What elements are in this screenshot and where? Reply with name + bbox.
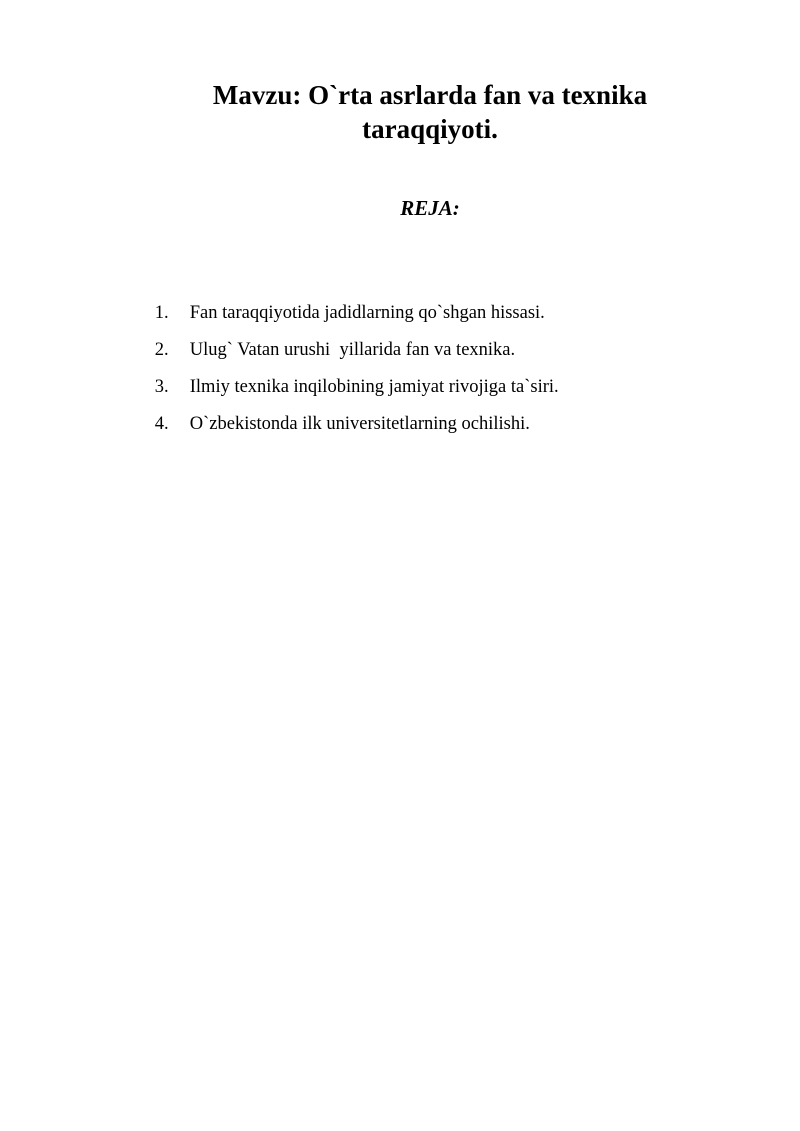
plan-item-number: 2.: [154, 340, 169, 360]
plan-item: [127, 317, 559, 360]
plan-item: [127, 280, 559, 323]
plan-item-text: Ulug` Vatan urushi yillarida fan va texnika.: [189, 340, 516, 360]
plan-heading: REJA:: [400, 196, 460, 220]
plan-item-text: O`zbekistonda ilk universitetlarning ochilishi.: [189, 414, 530, 434]
plan-list: [127, 280, 559, 434]
plan-item-text: Fan taraqqiyotida jadidlarning qo`shgan hissasi.: [189, 303, 545, 323]
document-title: Mavzu: O`rta asrlarda fan va texnika taraqqiyoti.: [212, 80, 648, 144]
plan-item-number: 3.: [154, 377, 169, 397]
plan-item-number: 4.: [154, 414, 169, 434]
plan-item-number: 1.: [154, 303, 169, 323]
plan-item: [127, 391, 559, 434]
plan-item-text: Ilmiy texnika inqilobining jamiyat rivojiga ta`siri.: [189, 377, 559, 397]
plan-item: [127, 354, 559, 397]
